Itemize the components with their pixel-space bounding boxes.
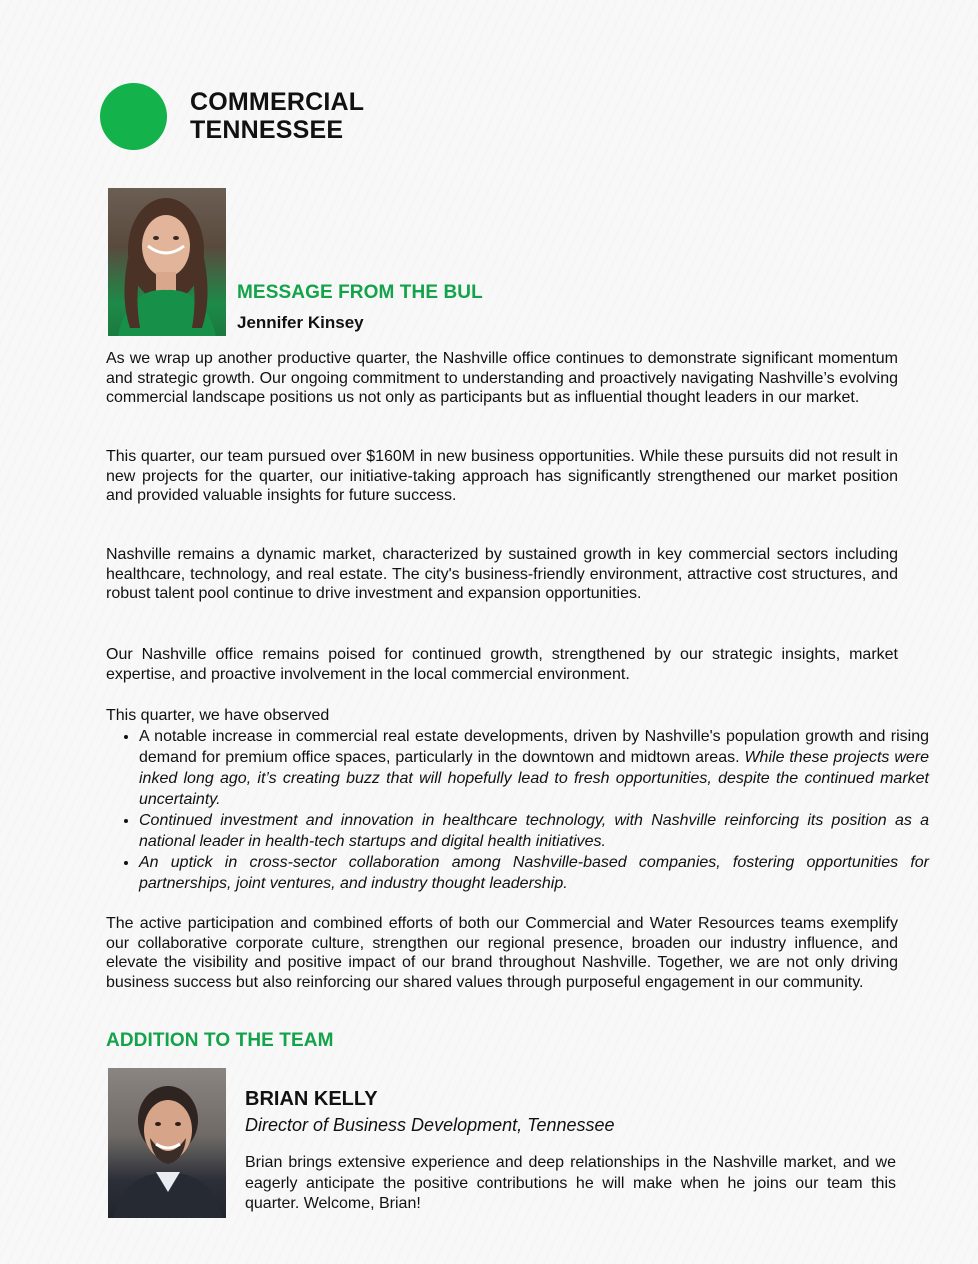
- brand-line-2: TENNESSEE: [190, 116, 344, 144]
- observation-italic-text: An uptick in cross-sector collaboration among Nashville-based companies, fostering opportunities for partnerships, joint ventures, and industry thought leadership.: [139, 854, 929, 892]
- list-item: [139, 852, 929, 894]
- new-hire-photo: [108, 1068, 226, 1218]
- addition-heading: ADDITION TO THE TEAM: [106, 1030, 334, 1051]
- list-item: [139, 726, 929, 810]
- observations-list: [106, 726, 929, 894]
- new-hire-name: BRIAN KELLY: [245, 1088, 378, 1110]
- observation-text: A notable increase in commercial real estate developments, driven by Nashville's population growth and rising demand for premium office spaces, particularly in the downtown and midtown areas.: [139, 728, 929, 766]
- new-hire-bio: Brian brings extensive experience and deep relationships in the Nashville market, and we eagerly anticipate the positive contributions he will make when he joins our team this quarter. Welcome, Brian!: [245, 1154, 896, 1212]
- message-paragraph: As we wrap up another productive quarter, the Nashville office continues to demonstrate significant momentum and strategic growth. Our ongoing commitment to understanding and proactively navigating Nashville’s evolving commercial landscape positions us not only as participants but as influential thought leaders in our market.: [106, 350, 898, 407]
- message-heading: MESSAGE FROM THE BUL: [237, 282, 483, 303]
- author-photo: [108, 188, 226, 336]
- new-hire-title: Director of Business Development, Tennessee: [245, 1115, 615, 1135]
- observations-intro: This quarter, we have observed: [106, 707, 330, 724]
- message-paragraph: Nashville remains a dynamic market, characterized by sustained growth in key commercial sectors including healthcare, technology, and real estate. The city's business-friendly environment, attractive cost structures, and robust talent pool continue to drive investment and expansion opportunities.: [106, 546, 898, 603]
- brand-wordmark: [190, 88, 364, 144]
- new-hire-photo-illustration: [108, 1068, 226, 1218]
- message-author: Jennifer Kinsey: [237, 313, 364, 332]
- message-paragraph: This quarter, our team pursued over $160M in new business opportunities. While these pursuits did not result in new projects for the quarter, our initiative-taking approach has significantly strengthened our market position and provided valuable insights for future success.: [106, 448, 898, 505]
- observation-italic-text: Continued investment and innovation in healthcare technology, with Nashville reinforcing its position as a national leader in health-tech startups and digital health initiatives.: [139, 812, 929, 850]
- brand-line-1: COMMERCIAL: [190, 88, 365, 116]
- brand-circle-logo: [100, 83, 167, 150]
- list-item: [139, 810, 929, 852]
- message-paragraph: Our Nashville office remains poised for continued growth, strengthened by our strategic insights, market expertise, and proactive involvement in the local commercial environment.: [106, 646, 898, 683]
- observation-italic-text: While these projects were inked long ago, it’s creating buzz that will hopefully lead to fresh opportunities, despite the continued market uncertainty.: [139, 749, 929, 808]
- author-photo-illustration: [108, 188, 226, 336]
- message-paragraph: The active participation and combined efforts of both our Commercial and Water Resources teams exemplify our collaborative corporate culture, strengthen our regional presence, broaden our industry influence, and elevate the visibility and positive impact of our brand throughout Nashville. Together, we are not only driving business success but also reinforcing our shared values through purposeful engagement in our community.: [106, 915, 898, 991]
